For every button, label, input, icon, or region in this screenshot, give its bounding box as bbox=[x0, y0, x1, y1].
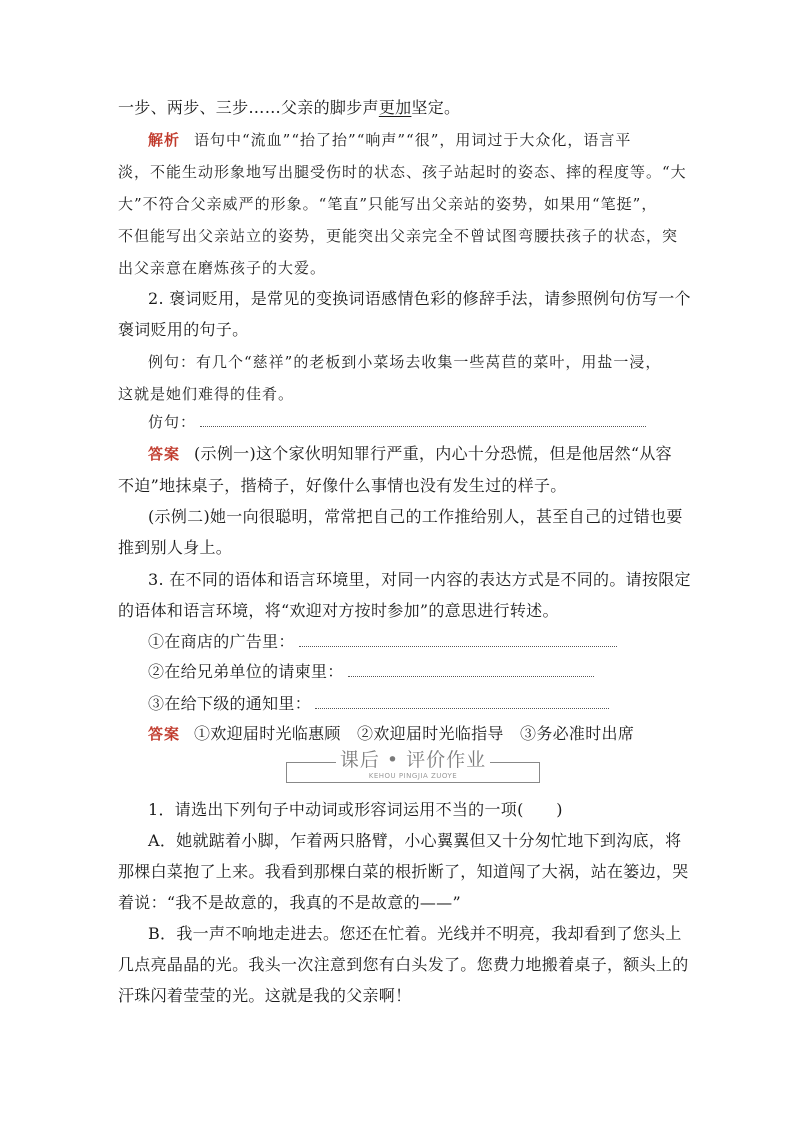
fill-line bbox=[148, 694, 609, 714]
text-span: ①欢迎届时光临惠顾 ②欢迎届时光临指导 ③务必准时出席 bbox=[194, 724, 635, 743]
example-line: 这就是她们难得的佳肴。 bbox=[118, 385, 295, 403]
underlined-word: 更加 bbox=[378, 98, 412, 117]
answer-line bbox=[148, 724, 634, 744]
answer-line: 推到别人身上。 bbox=[118, 538, 233, 557]
answer-line bbox=[148, 444, 672, 464]
question-line: 3. 在不同的语体和语言环境里，对同一内容的表达方式是不同的。请按限定 bbox=[148, 570, 691, 589]
imitation-line bbox=[148, 412, 646, 432]
imitation-label: 仿句： bbox=[148, 413, 197, 431]
option-line: B．我一声不响地走进去。您还在忙着。光线并不明亮，我却看到了您头上 bbox=[148, 924, 682, 943]
answer-blank[interactable] bbox=[200, 412, 646, 427]
answer-line: (示例二)她一向很聪明，常常把自己的工作推给别人，甚至自己的过错也要 bbox=[148, 507, 683, 526]
answer-blank[interactable] bbox=[348, 662, 594, 677]
answer-blank[interactable] bbox=[315, 694, 609, 709]
text-span: (示例一)这个家伙明知罪行严重，内心十分恐慌，但是他居然“从容 bbox=[194, 444, 672, 463]
fill-label: ①在商店的广告里： bbox=[148, 632, 295, 651]
banner-title: 课后 • 评价作业 bbox=[339, 749, 487, 771]
example-line: 例句：有几个“慈祥”的老板到小菜场去收集一些莴苣的菜叶，用盐一浸， bbox=[148, 353, 662, 371]
answer-label: 答案 bbox=[148, 445, 181, 463]
fill-label: ③在给下级的通知里： bbox=[148, 694, 312, 713]
banner-subtitle: KEHOU PINGJIA ZUOYE bbox=[368, 772, 458, 780]
question-line: 2. 褒词贬用，是常见的变换词语感情色彩的修辞手法，请参照例句仿写一个 bbox=[148, 289, 691, 308]
analysis-line: 淡，不能生动形象地写出腿受伤时的状态、孩子站起时的姿态、摔的程度等。“大 bbox=[118, 163, 687, 181]
answer-label: 答案 bbox=[148, 725, 181, 743]
fill-line bbox=[148, 662, 594, 682]
question-line: 1．请选出下列句子中动词或形容词运用不当的一项( ) bbox=[148, 800, 563, 819]
question-line: 的语体和语言环境，将“欢迎对方按时参加”的意思进行转述。 bbox=[118, 601, 559, 620]
option-line: 几点亮晶晶的光。我头一次注意到您有白头发了。您费力地搬着桌子，额头上的 bbox=[118, 955, 689, 974]
fill-label: ②在给兄弟单位的请柬里： bbox=[148, 662, 344, 681]
text-line bbox=[118, 98, 460, 118]
option-line: 汗珠闪着莹莹的光。这就是我的父亲啊！ bbox=[118, 986, 412, 1005]
section-banner bbox=[286, 748, 540, 784]
option-line: 那棵白菜抱了上来。我看到那棵白菜的根折断了，知道闯了大祸，站在篓边，哭 bbox=[118, 862, 689, 881]
fill-line bbox=[148, 632, 617, 652]
text-span: 坚定。 bbox=[411, 98, 461, 117]
text-span: 一步、两步、三步……父亲的脚步声 bbox=[118, 98, 379, 117]
option-line: 着说：“我不是故意的，我真的不是故意的——” bbox=[118, 893, 461, 912]
analysis-line bbox=[148, 130, 631, 150]
answer-line: 不迫”地抹桌子，揩椅子，好像什么事情也没有发生过的样子。 bbox=[118, 476, 567, 495]
analysis-label: 解析 bbox=[148, 131, 181, 149]
answer-blank[interactable] bbox=[299, 632, 617, 647]
analysis-line: 不但能写出父亲站立的姿势，更能突出父亲完全不曾试图弯腰扶孩子的状态，突 bbox=[118, 227, 679, 245]
option-line: A．她就踮着小脚，乍着两只胳臂，小心翼翼但又十分匆忙地下到沟底，将 bbox=[148, 831, 682, 850]
analysis-line: 出父亲意在磨炼孩子的大爱。 bbox=[118, 259, 327, 277]
analysis-line: 大”不符合父亲威严的形象。“笔直”只能写出父亲站的姿势，如果用“笔挺”， bbox=[118, 195, 658, 213]
text-span: 语句中“流血”“抬了抬”“响声”“很”，用词过于大众化，语言平 bbox=[194, 131, 632, 149]
question-line: 褒词贬用的句子。 bbox=[118, 320, 249, 339]
